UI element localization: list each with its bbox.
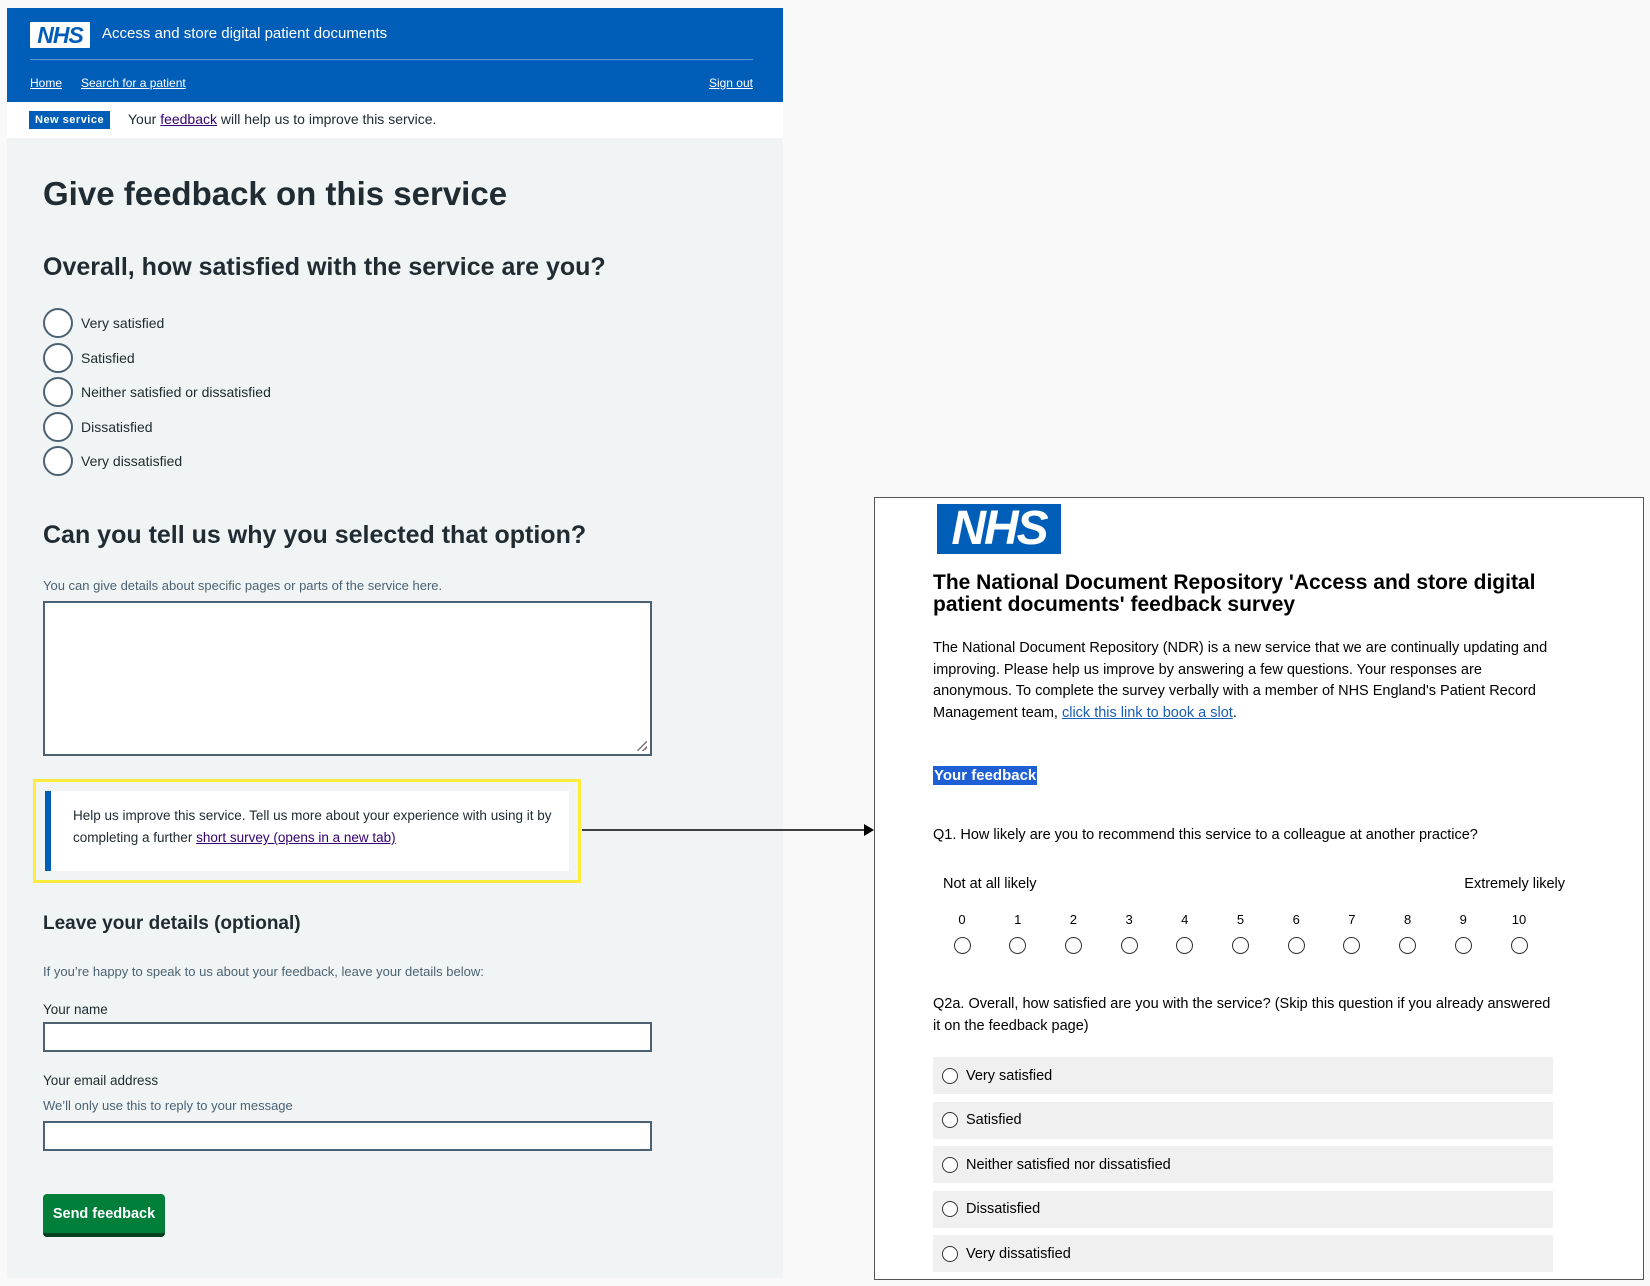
scale-number: 10 (1511, 912, 1527, 927)
survey-satisfaction-option[interactable] (933, 1102, 1553, 1139)
banner-text: Your feedback will help us to improve this service. (128, 111, 437, 127)
details-heading: Leave your details (optional) (43, 913, 301, 934)
radio-button[interactable] (43, 412, 73, 442)
radio-button[interactable] (43, 446, 73, 476)
short-survey-link[interactable]: short survey (opens in a new tab) (196, 830, 396, 845)
nav-search-link[interactable]: Search for a patient (81, 76, 186, 90)
reason-textarea[interactable] (43, 601, 652, 756)
survey-inset (45, 791, 569, 871)
name-label: Your name (43, 1002, 108, 1017)
nhs-logo[interactable]: NHS (30, 22, 90, 48)
sign-out-link[interactable]: Sign out (708, 76, 753, 90)
reason-heading: Can you tell us why you selected that option? (43, 521, 587, 549)
survey-satisfaction-option[interactable] (933, 1235, 1553, 1272)
radio-label: Very dissatisfied (81, 453, 183, 469)
resize-handle[interactable] (637, 741, 647, 751)
banner-feedback-link[interactable]: feedback (160, 111, 218, 127)
site-header (7, 8, 783, 102)
scale-number: 1 (1014, 912, 1022, 927)
scale-number: 6 (1292, 912, 1300, 927)
header-divider (30, 59, 753, 60)
scale-low-label: Not at all likely (943, 876, 1037, 892)
q1-text: Q1. How likely are you to recommend this service to a colleague at another practice? (933, 827, 1478, 843)
new-service-tag: New service (29, 111, 110, 129)
satisfaction-option[interactable] (43, 308, 164, 338)
scale-number: 8 (1403, 912, 1412, 927)
reason-hint: You can give details about specific pages or parts of the service here. (43, 578, 443, 593)
option-label: Very dissatisfied (966, 1245, 1071, 1262)
nhs-logo-large: NHS (937, 504, 1061, 554)
feedback-page (7, 8, 783, 1278)
scale-number: 2 (1069, 912, 1077, 927)
scale-radio[interactable] (1009, 937, 1026, 954)
nav-home-link[interactable]: Home (30, 76, 63, 90)
scale-number: 9 (1459, 912, 1467, 927)
option-label: Dissatisfied (966, 1201, 1041, 1217)
radio-button[interactable] (942, 1157, 958, 1173)
scale-radio[interactable] (1511, 937, 1528, 954)
book-slot-link[interactable]: click this link to book a slot (1061, 704, 1233, 721)
phase-banner (7, 102, 783, 138)
scale-radio[interactable] (1455, 937, 1472, 954)
scale-radio[interactable] (954, 937, 971, 954)
scale-radio[interactable] (1121, 937, 1138, 954)
connector-arrow (582, 823, 874, 837)
scale-radio[interactable] (1176, 937, 1193, 954)
option-label: Very satisfied (966, 1067, 1053, 1084)
scale-number: 7 (1348, 912, 1356, 927)
survey-title: The National Document Repository 'Access and store digital patient documents' feedback survey (933, 571, 1536, 616)
service-name[interactable]: Access and store digital patient documents (102, 25, 388, 42)
scale-number: 0 (958, 912, 966, 927)
radio-button[interactable] (942, 1112, 958, 1128)
email-hint: We’ll only use this to reply to your message (43, 1098, 293, 1113)
email-input[interactable] (43, 1121, 652, 1151)
satisfaction-heading: Overall, how satisfied with the service are you? (43, 253, 606, 281)
scale-radio[interactable] (1399, 937, 1416, 954)
radio-label: Very satisfied (81, 315, 165, 331)
option-label: Satisfied (966, 1112, 1022, 1128)
survey-satisfaction-option[interactable] (933, 1191, 1553, 1228)
send-feedback-button[interactable]: Send feedback (43, 1194, 165, 1237)
satisfaction-option[interactable] (43, 343, 135, 373)
radio-button[interactable] (942, 1068, 958, 1084)
scale-radio[interactable] (1343, 937, 1360, 954)
scale-number: 5 (1236, 912, 1245, 927)
email-label: Your email address (43, 1073, 159, 1088)
satisfaction-option[interactable] (43, 412, 153, 442)
scale-number: 3 (1125, 912, 1133, 927)
survey-intro: The National Document Repository (NDR) is a new service that we are continually updating and improving. Please help us improve by answering a few questions. Your responses are anonymous. To complete the survey verbally with a member of NHS England's Patient Record Management team, click this link to book a slot. (933, 640, 1548, 721)
details-hint: If you’re happy to speak to us about your feedback, leave your details below: (43, 964, 484, 979)
radio-button[interactable] (942, 1246, 958, 1262)
q2a-text: Q2a. Overall, how satisfied are you with the service? (Skip this question if you already answered it on the feedback page) (933, 996, 1551, 1034)
name-input[interactable] (43, 1022, 652, 1052)
survey-satisfaction-option[interactable] (933, 1057, 1553, 1094)
radio-label: Neither satisfied or dissatisfied (81, 384, 271, 400)
radio-button[interactable] (43, 308, 73, 338)
section-heading: Your feedback (934, 767, 1037, 784)
radio-label: Dissatisfied (81, 418, 153, 435)
inset-text: Help us improve this service. Tell us more about your experience with using it by completing a further (73, 808, 552, 845)
scale-radio[interactable] (1288, 937, 1305, 954)
highlight-box (33, 779, 581, 883)
survey-satisfaction-option[interactable] (933, 1146, 1553, 1183)
radio-button[interactable] (43, 377, 73, 407)
scale-number: 4 (1181, 912, 1189, 927)
satisfaction-option[interactable] (43, 446, 182, 476)
radio-button[interactable] (942, 1201, 958, 1217)
option-label: Neither satisfied nor dissatisfied (966, 1156, 1171, 1173)
survey-page (874, 497, 1644, 1280)
satisfaction-option[interactable] (43, 377, 271, 407)
scale-radio[interactable] (1232, 937, 1249, 954)
page-title: Give feedback on this service (43, 175, 508, 212)
radio-button[interactable] (43, 343, 73, 373)
scale-high-label: Extremely likely (1464, 876, 1565, 892)
radio-label: Satisfied (81, 349, 135, 366)
scale-radio[interactable] (1065, 937, 1082, 954)
